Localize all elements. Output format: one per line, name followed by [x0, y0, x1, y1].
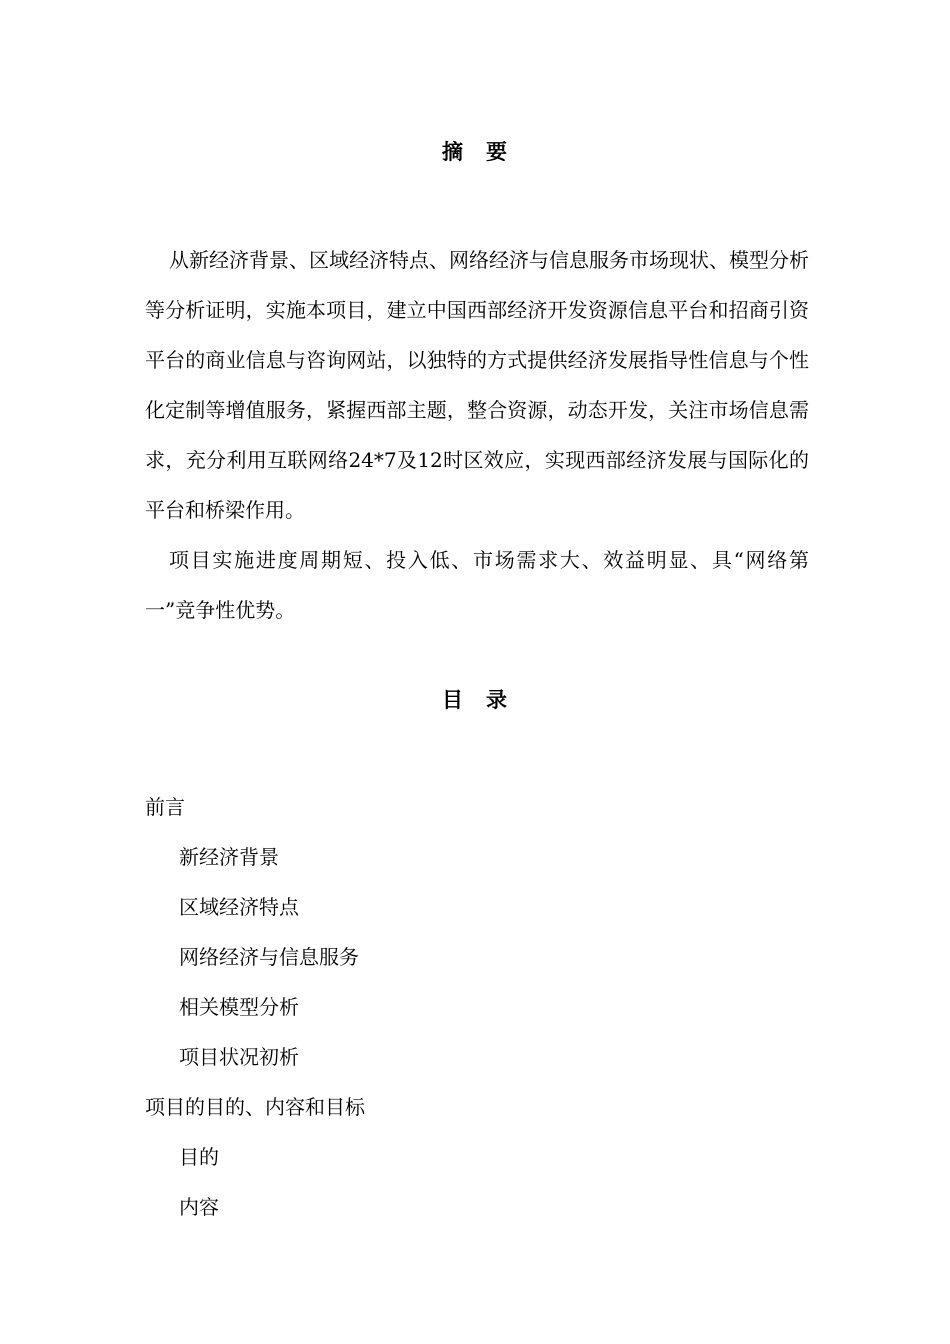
abstract-title: 摘 要: [442, 139, 508, 164]
toc-item-purpose: 目的: [179, 1145, 219, 1169]
toc-item-network-economy: 网络经济与信息服务: [179, 945, 359, 969]
abstract-paragraph: 项目实施进度周期短、投入低、市场需求大、效益明显、具“网络第一”竞争性优势。: [145, 548, 809, 622]
toc-item-new-economy: 新经济背景: [179, 845, 279, 869]
abstract-paragraph: 从新经济背景、区域经济特点、网络经济与信息服务市场现状、模型分析等分析证明，实施本项目，建立中国西部经济开发资源信息平台和招商引资平台的商业信息与咨询网站，以独特的方式提供经济发展指导性信息与个性化定制等增值服务，紧握西部主题，整合资源，动态开发，关注市场信息需求，充分利用互联网络24*7及12时区效应，实现西部经济发展与国际化的平台和桥梁作用。: [145, 248, 809, 522]
toc-item-model-analysis: 相关模型分析: [179, 995, 299, 1019]
toc-list: [145, 782, 805, 1232]
toc-item-project-status: 项目状况初析: [179, 1045, 299, 1069]
toc-item-project-goals: 项目的目的、内容和目标: [145, 1095, 365, 1119]
abstract-body: [145, 235, 809, 635]
toc-item-regional-economy: 区域经济特点: [179, 895, 299, 919]
toc-item-preface: 前言: [145, 795, 185, 819]
toc-title: 目 录: [442, 687, 508, 712]
toc-item-content: 内容: [179, 1195, 219, 1219]
